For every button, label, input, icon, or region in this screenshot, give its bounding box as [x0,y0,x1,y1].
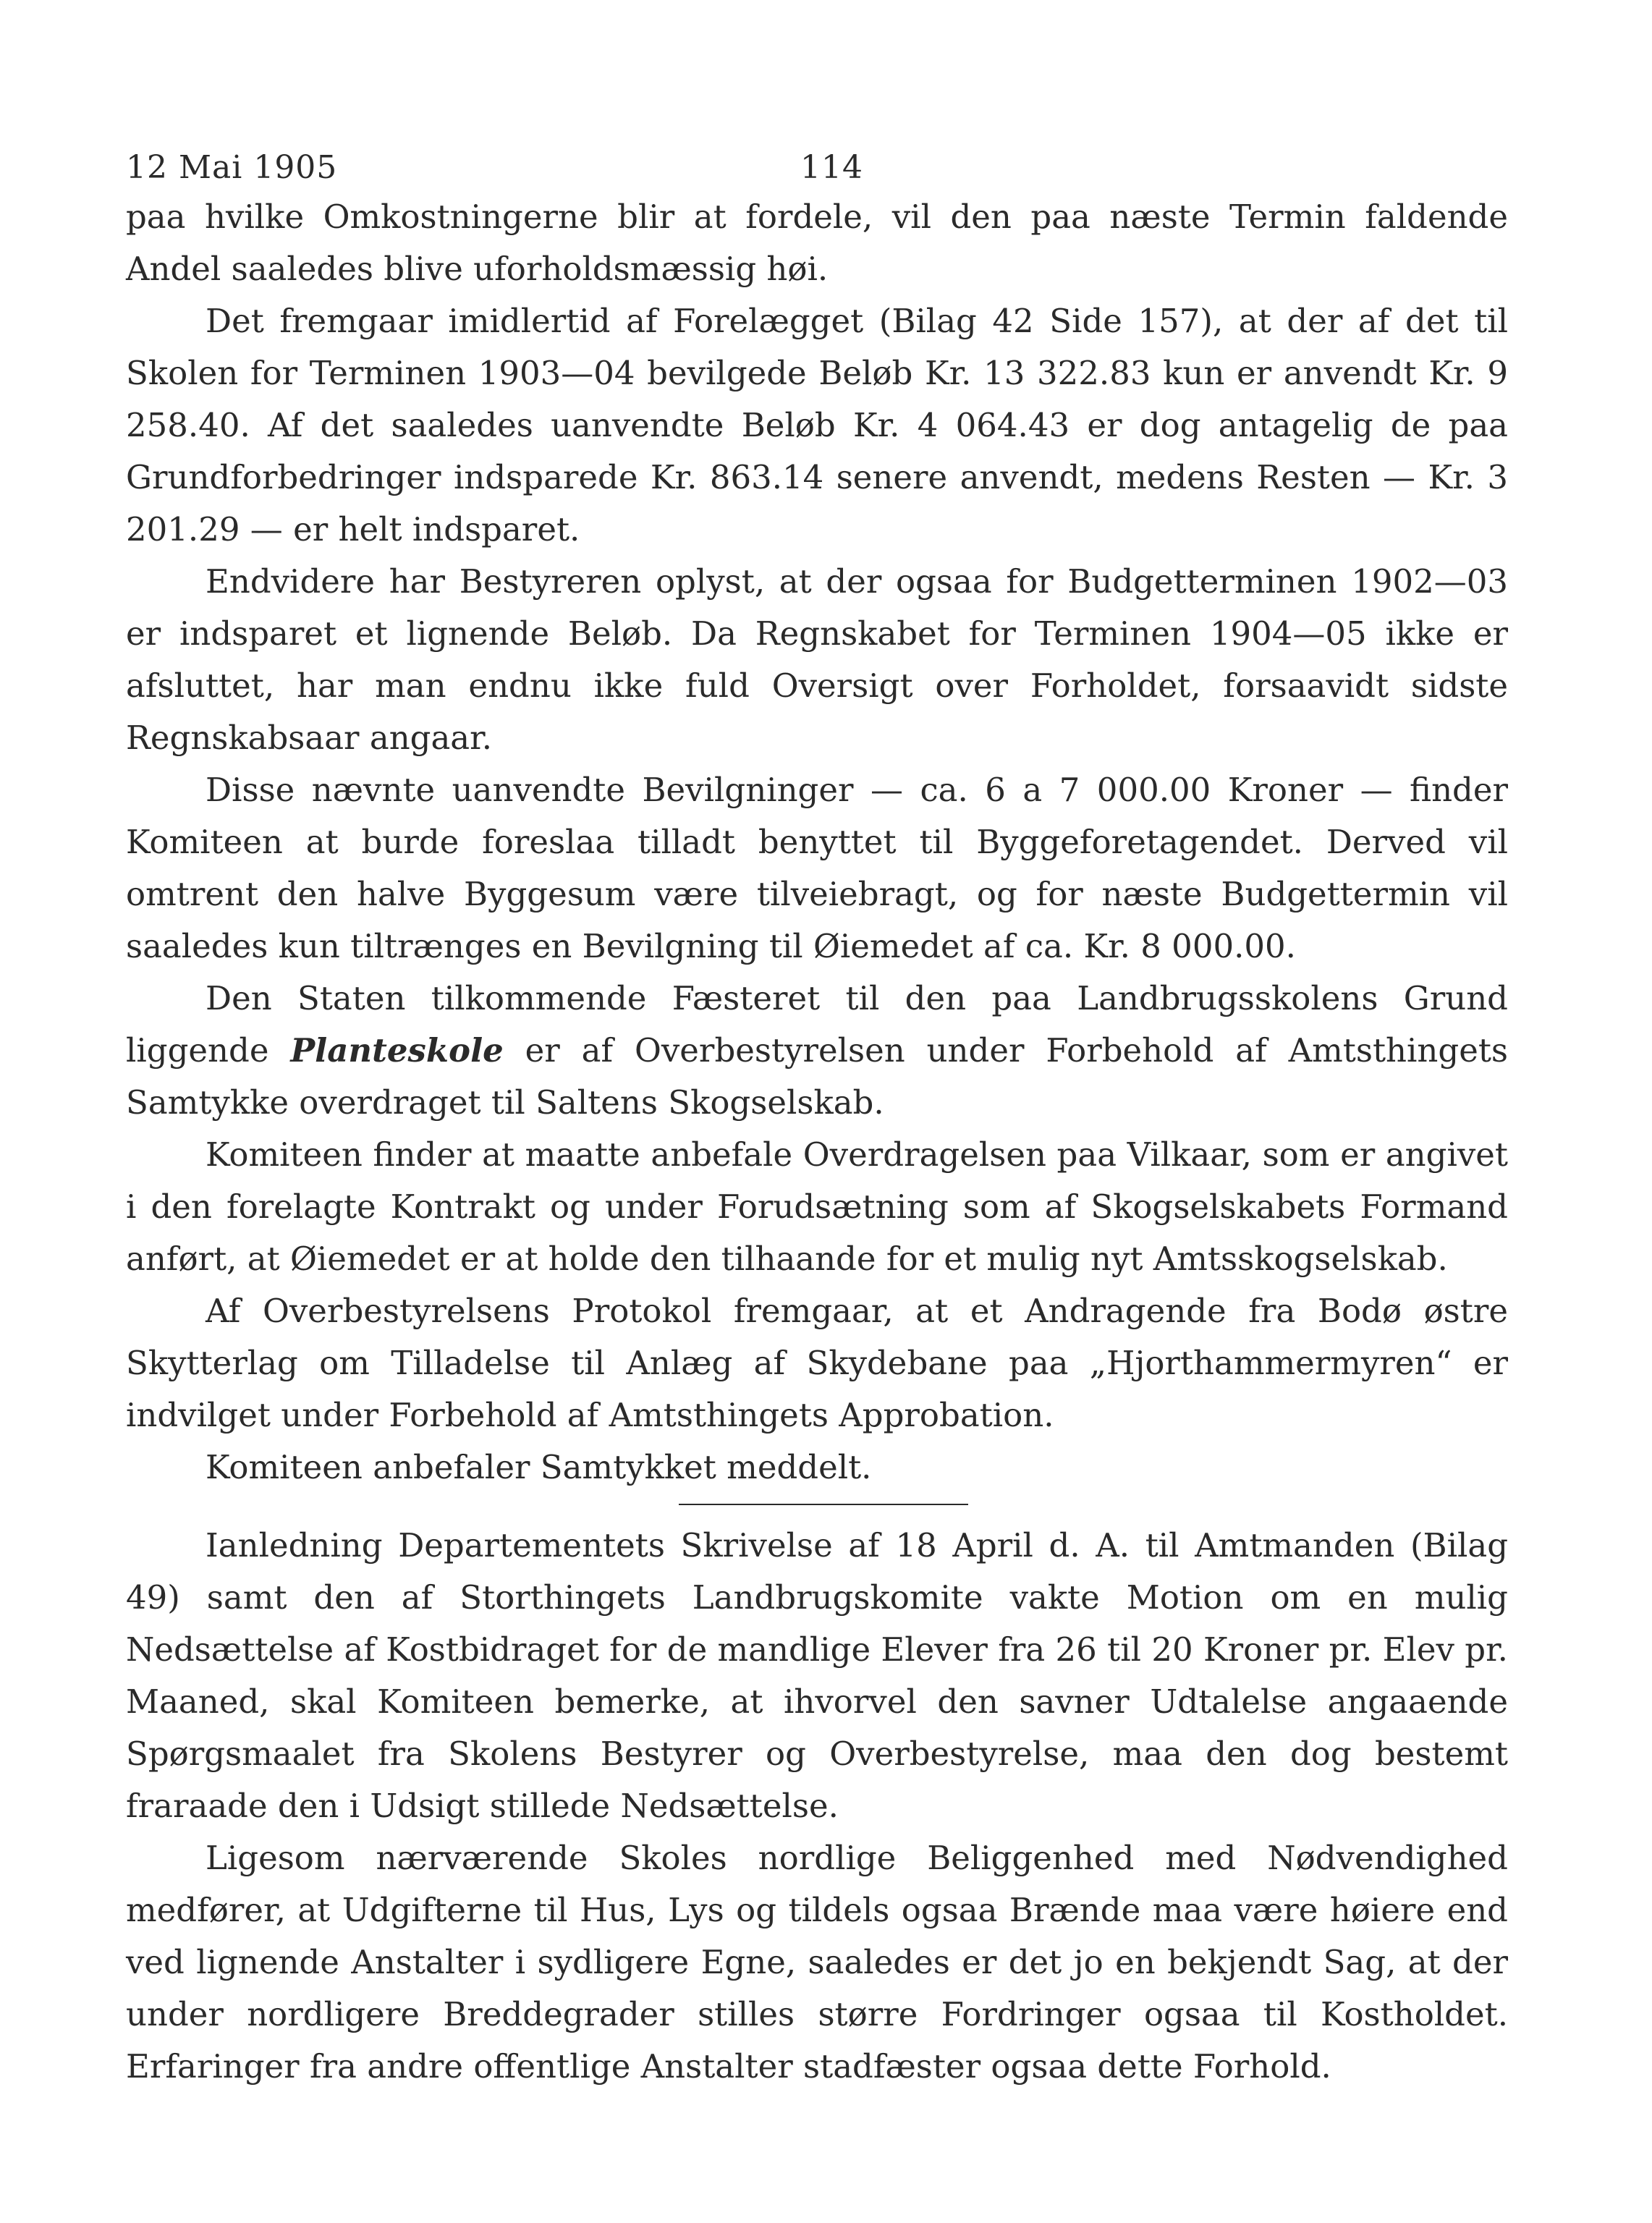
section-divider [679,1504,968,1505]
paragraph: Disse nævnte uanvendte Bevilgninger — ca. 6 a 7 000.00 Kroner — finder Komiteen at burde foreslaa tilladt benyttet til Byggeforetagendet. Derved vil omtrent den halve Byggesum være tilveiebragt, og for næste Budgettermin vil saaledes kun tiltrænges en Bevilgning til Øiemedet af ca. Kr. 8 000.00. [126,771,1508,965]
paragraph-continuation: paa hvilke Omkostningerne blir at fordele, vil den paa næste Termin faldende Andel saaledes blive uforholdsmæssig høi. [126,198,1508,288]
header-date: 12 Mai 1905 [126,149,338,186]
paragraph: Komiteen anbefaler Samtykket meddelt. [206,1448,872,1486]
document-page [126,145,1508,2093]
paragraph: Ianledning Departementets Skrivelse af 18 April d. A. til Amtmanden (Bilag 49) samt den af Storthingets Landbrugskomite vakte Motion om en mulig Nedsættelse af Kostbidraget for de mandlige Elever fra 26 til 20 Kroner pr. Elev pr. Maaned, skal Komiteen bemerke, at ihvorvel den savner Udtalelse angaaende Spørgsmaalet fra Skolens Bestyrer og Overbestyrelse, maa den dog bestemt fraraade den i Udsigt stillede Nedsættelse. [126,1526,1508,1825]
paragraph-text: Den Staten tilkommende Fæsteret til den paa Landbrugsskolens Grund liggende [126,979,1508,1070]
paragraph: Komiteen finder at maatte anbefale Overdragelsen paa Vilkaar, som er angivet i den forelagte Kontrakt og under Forudsætning som af Skogselskabets Formand anført, at Øiemedet er at holde den tilhaande for et mulig nyt Amtsskogselskab. [126,1135,1508,1278]
page-number: 114 [800,149,863,186]
body-text [126,191,1508,2093]
paragraph: Endvidere har Bestyreren oplyst, at der ogsaa for Budgetterminen 1902—03 er indsparet et lignende Beløb. Da Regnskabet for Terminen 1904—05 ikke er afsluttet, har man endnu ikke fuld Oversigt over Forholdet, forsaavidt sidste Regnskabsaar angaar. [126,562,1508,757]
paragraph: Ligesom nærværende Skoles nordlige Beliggenhed med Nødvendighed medfører, at Udgifterne til Hus, Lys og tildels ogsaa Brænde maa være høiere end ved lignende Anstalter i sydligere Egne, saaledes er det jo en bekjendt Sag, at der under nordligere Breddegrader stilles større Fordringer ogsaa til Kostholdet. Erfaringer fra andre offentlige Anstalter stadfæster ogsaa dette Forhold. [126,1839,1508,2086]
paragraph: Det fremgaar imidlertid af Forelægget (Bilag 42 Side 157), at der af det til Skolen for Terminen 1903—04 bevilgede Beløb Kr. 13 322.83 kun er anvendt Kr. 9 258.40. Af det saaledes uanvendte Beløb Kr. 4 064.43 er dog antagelig de paa Grundforbedringer indsparede Kr. 863.14 senere anvendt, medens Resten — Kr. 3 201.29 — er helt indsparet. [126,302,1508,549]
emphasized-term: Planteskole [290,1031,504,1070]
paragraph: Af Overbestyrelsens Protokol fremgaar, at et Andragende fra Bodø østre Skytterlag om Tilladelse til Anlæg af Skydebane paa „Hjorthammermyren“ er indvilget under Forbehold af Amtsthingets Approbation. [126,1292,1508,1434]
paragraph-planteskole [126,973,1508,1129]
page-header [126,145,1508,191]
paragraph-text: er af Overbestyrelsen under Forbehold af Amtsthingets Samtykke overdraget til Saltens Skogselskab. [126,1031,1508,1122]
